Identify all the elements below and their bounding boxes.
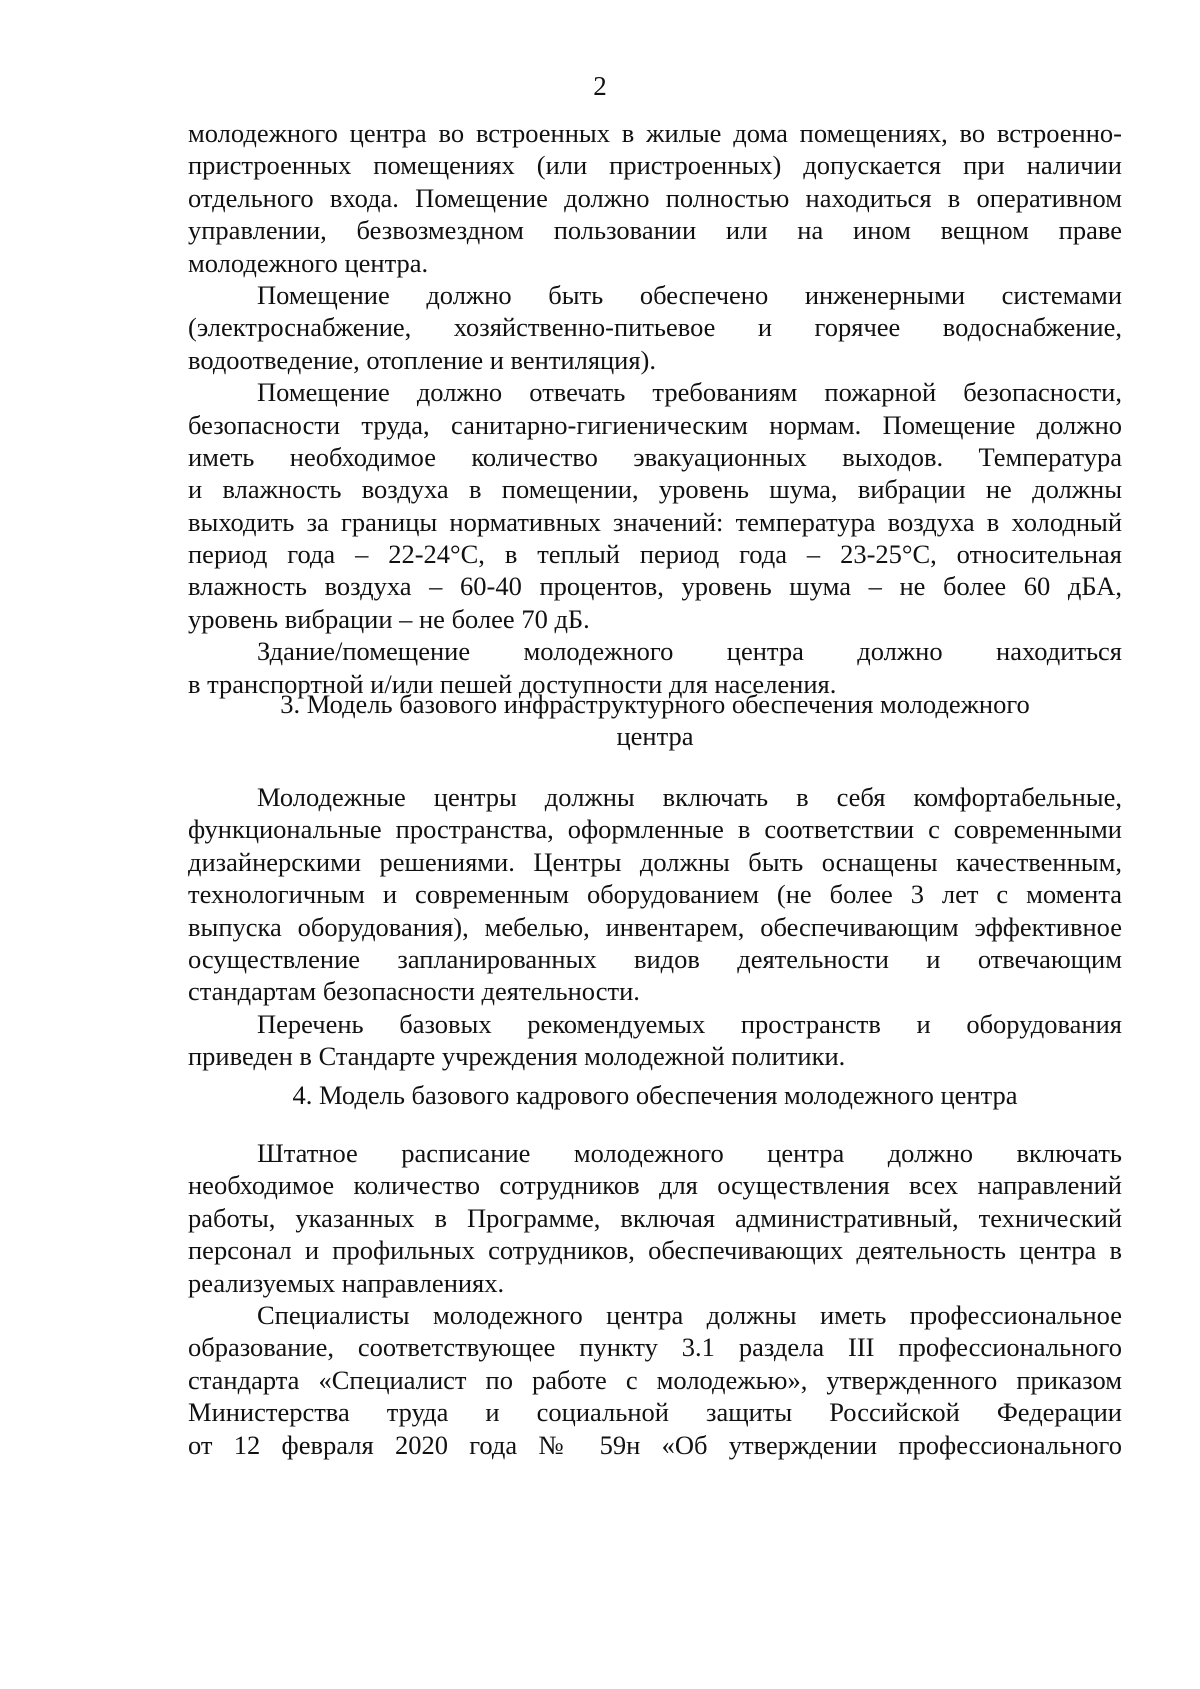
section-3-text bbox=[188, 781, 1122, 1073]
text-line: стандартам безопасности деятельности. bbox=[188, 976, 640, 1007]
text-line: Специалисты молодежного центра должны иметь профессиональное bbox=[257, 1299, 1122, 1330]
text-line: необходимое количество сотрудников для осуществления всех направлений bbox=[188, 1170, 1122, 1201]
text-line: технологичным и современным оборудованием (не более 3 лет с момента bbox=[188, 879, 1122, 910]
text-line: Министерства труда и социальной защиты Российской Федерации bbox=[188, 1397, 1122, 1428]
text-line: Здание/помещение молодежного центра должно находиться bbox=[257, 636, 1122, 667]
text-line: персонал и профильных сотрудников, обеспечивающих деятельность центра в bbox=[188, 1235, 1122, 1266]
text-line: выпуска оборудования), мебелью, инвентарем, обеспечивающим эффективное bbox=[188, 911, 1122, 942]
text-line: образование, соответствующее пункту 3.1 раздела III профессионального bbox=[188, 1332, 1122, 1363]
text-line: приведен в Стандарте учреждения молодежной политики. bbox=[188, 1041, 846, 1072]
text-line: отдельного входа. Помещение должно полностью находиться в оперативном bbox=[188, 182, 1122, 213]
text-line: уровень вибрации – не более 70 дБ. bbox=[188, 603, 590, 634]
text-line: период года – 22-24°С, в теплый период года – 23-25°С, относительная bbox=[188, 539, 1122, 570]
text-line: молодежного центра во встроенных в жилые дома помещениях, во встроенно- bbox=[188, 118, 1122, 148]
text-line: от 12 февраля 2020 года № 59н «Об утверждении профессионального bbox=[188, 1429, 1122, 1460]
text-line: дизайнерскими решениями. Центры должны быть оснащены качественным, bbox=[188, 846, 1122, 877]
section-3-heading bbox=[188, 688, 1122, 753]
text-line: пристроенных помещениях (или пристроенных) допускается при наличии bbox=[188, 150, 1122, 181]
text-line: Штатное расписание молодежного центра должно включать bbox=[257, 1138, 1122, 1168]
text-line: центра bbox=[616, 721, 694, 752]
section-4-text bbox=[188, 1137, 1122, 1461]
text-line: иметь необходимое количество эвакуационных выходов. Температура bbox=[188, 441, 1122, 472]
section-4-heading bbox=[188, 1079, 1122, 1111]
text-line: безопасности труда, санитарно-гигиеническим нормам. Помещение должно bbox=[188, 409, 1122, 440]
text-line: влажность воздуха – 60-40 процентов, уровень шума – не более 60 дБА, bbox=[188, 571, 1122, 602]
text-line: (электроснабжение, хозяйственно-питьевое и горячее водоснабжение, bbox=[188, 312, 1122, 343]
page-number: 2 bbox=[593, 71, 607, 101]
text-line: и влажность воздуха в помещении, уровень шума, вибрации не должны bbox=[188, 474, 1122, 505]
text-line: функциональные пространства, оформленные в соответствии с современными bbox=[188, 814, 1122, 845]
text-line: реализуемых направлениях. bbox=[188, 1267, 505, 1298]
text-line: Помещение должно отвечать требованиям пожарной безопасности, bbox=[257, 377, 1122, 408]
text-line: Перечень базовых рекомендуемых пространств и оборудования bbox=[257, 1008, 1122, 1039]
text-line: выходить за границы нормативных значений: температура воздуха в холодный bbox=[188, 506, 1122, 537]
text-line: работы, указанных в Программе, включая административный, технический bbox=[188, 1202, 1122, 1233]
text-line: 3. Модель базового инфраструктурного обеспечения молодежного bbox=[280, 689, 1030, 719]
text-line: 4. Модель базового кадрового обеспечения молодежного центра bbox=[292, 1080, 1018, 1110]
text-line: в транспортной и/или пешей доступности для населения. bbox=[188, 668, 837, 699]
section-2-text bbox=[188, 117, 1122, 700]
text-line: Помещение должно быть обеспечено инженерными системами bbox=[257, 279, 1122, 310]
text-line: осуществление запланированных видов деятельности и отвечающим bbox=[188, 943, 1122, 974]
text-line: молодежного центра. bbox=[188, 247, 429, 278]
text-line: Молодежные центры должны включать в себя комфортабельные, bbox=[257, 782, 1122, 812]
text-line: водоотведение, отопление и вентиляция). bbox=[188, 344, 657, 375]
text-line: управлении, безвозмездном пользовании или на ином вещном праве bbox=[188, 215, 1122, 246]
text-line: стандарта «Специалист по работе с молодежью», утвержденного приказом bbox=[188, 1364, 1122, 1395]
